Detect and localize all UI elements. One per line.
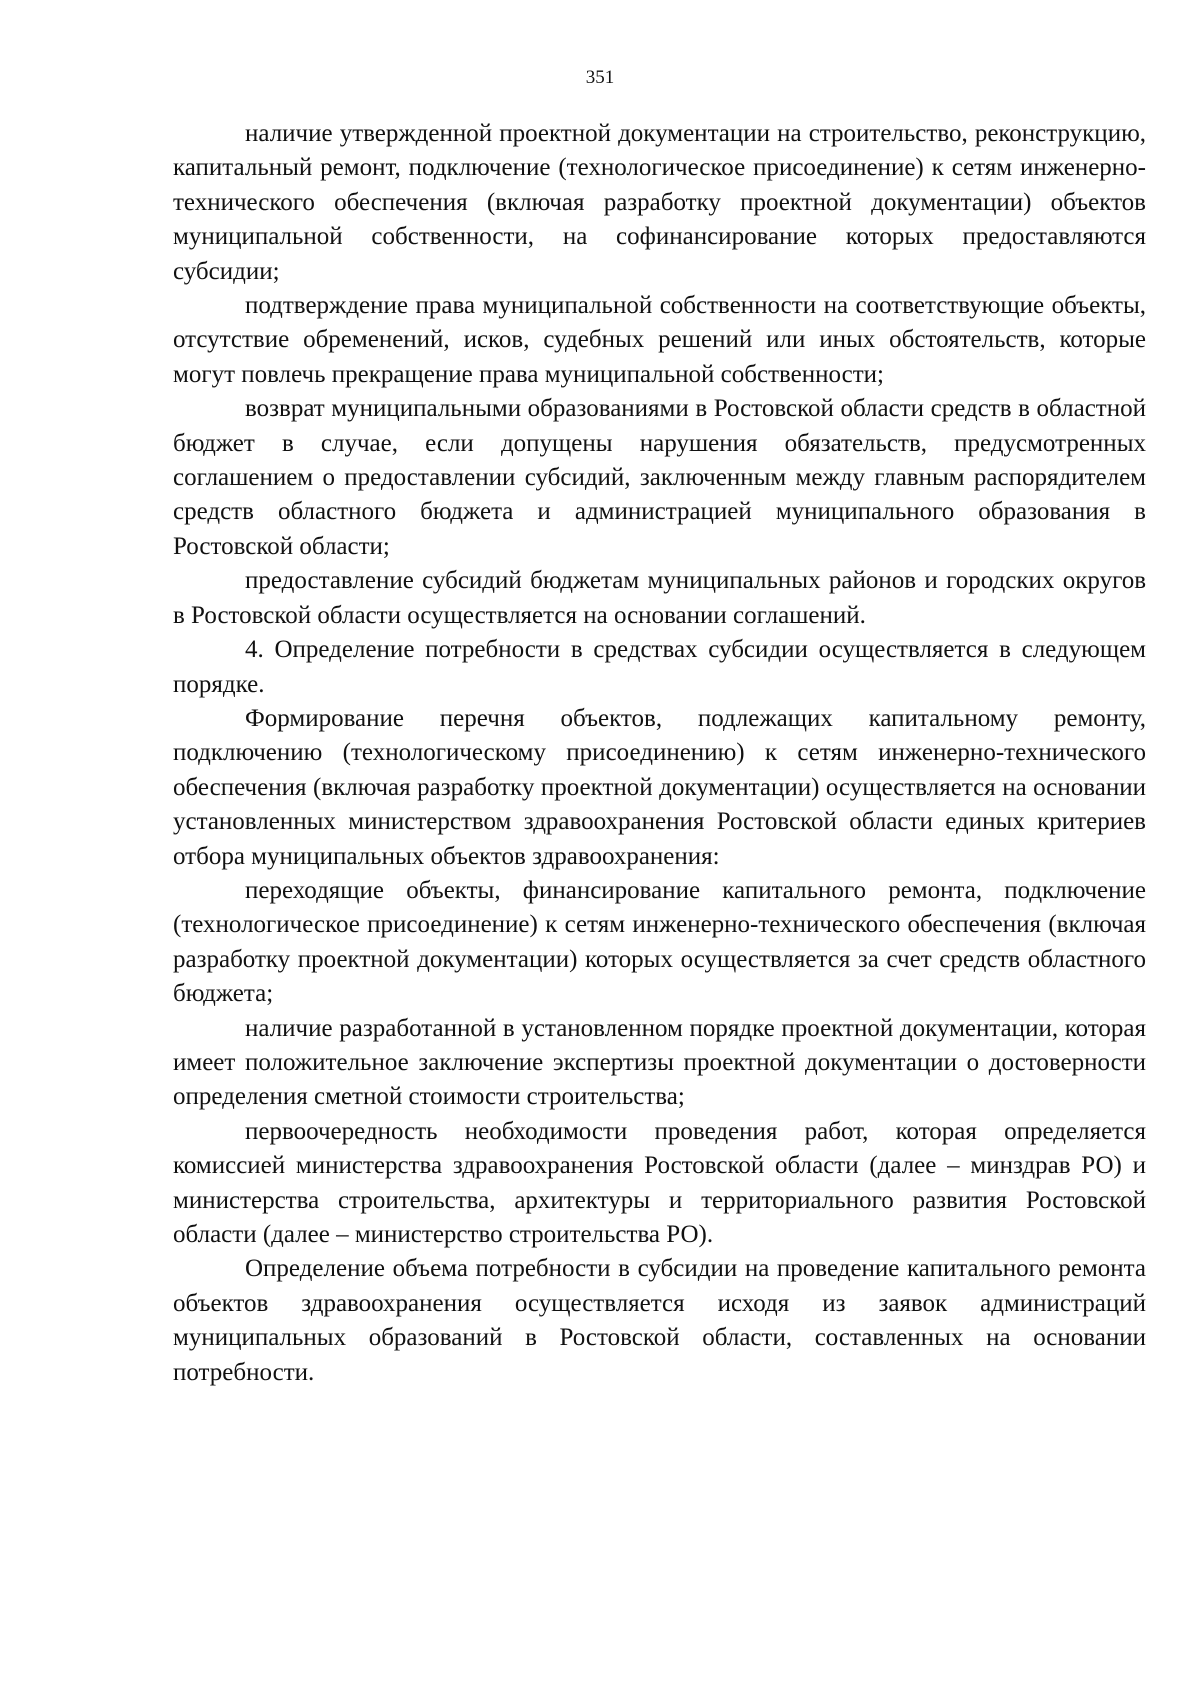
paragraph-project-documentation: наличие утвержденной проектной документации на строительство, реконструкцию, капитальный ремонт, подключение (технологическое присоединение) к сетям инженерно-технического обеспечения (включая разработку проектной документации) объектов муниципальной собственности, на софинансирование которых предоставляются субсидии;	[173, 120, 1146, 285]
document-body	[173, 117, 1146, 1390]
page-number: 351	[585, 67, 615, 88]
paragraph-ongoing-objects: переходящие объекты, финансирование капитального ремонта, подключение (технологическое присоединение) к сетям инженерно-технического обеспечения (включая разработку проектной документации) которых осуществляется за счет средств областного бюджета;	[173, 876, 1146, 1008]
paragraph-object-list-formation: Формирование перечня объектов, подлежащих капитальному ремонту, подключению (технологическому присоединению) к сетям инженерно-технического обеспечения (включая разработку проектной документации) осуществляется на основании установленных министерством здравоохранения Ростовской области единых критериев отбора муниципальных объектов здравоохранения:	[173, 704, 1146, 870]
paragraph-ownership-confirmation: подтверждение права муниципальной собственности на соответствующие объекты, отсутствие обременений, исков, судебных решений или иных обстоятельств, которые могут повлечь прекращение права муниципальной собственности;	[173, 292, 1146, 388]
paragraph-work-priority: первоочередность необходимости проведения работ, которая определяется комиссией министерства здравоохранения Ростовской области (далее – минздрав РО) и министерства строительства, архитектуры и территориального развития Ростовской области (далее – министерство строительства РО).	[173, 1117, 1146, 1248]
paragraph-design-documentation: наличие разработанной в установленном порядке проектной документации, которая имеет положительное заключение экспертизы проектной документации о достоверности определения сметной стоимости строительства;	[173, 1014, 1146, 1111]
paragraph-demand-volume: Определение объема потребности в субсидии на проведение капитального ремонта объектов здравоохранения осуществляется исходя из заявок администраций муниципальных образований в Ростовской области, составленных на основании потребности.	[173, 1255, 1146, 1386]
paragraph-subsidy-agreements: предоставление субсидий бюджетам муниципальных районов и городских округов в Ростовской области осуществляется на основании соглашений.	[173, 567, 1146, 629]
paragraph-section-4: 4. Определение потребности в средствах субсидии осуществляется в следующем порядке.	[173, 636, 1146, 698]
paragraph-funds-return: возврат муниципальными образованиями в Ростовской области средств в областной бюджет в случае, если допущены нарушения обязательств, предусмотренных соглашением о предоставлении субсидий, заключенным между главным распорядителем средств областного бюджета и администрацией муниципального образования в Ростовской области;	[173, 395, 1146, 560]
